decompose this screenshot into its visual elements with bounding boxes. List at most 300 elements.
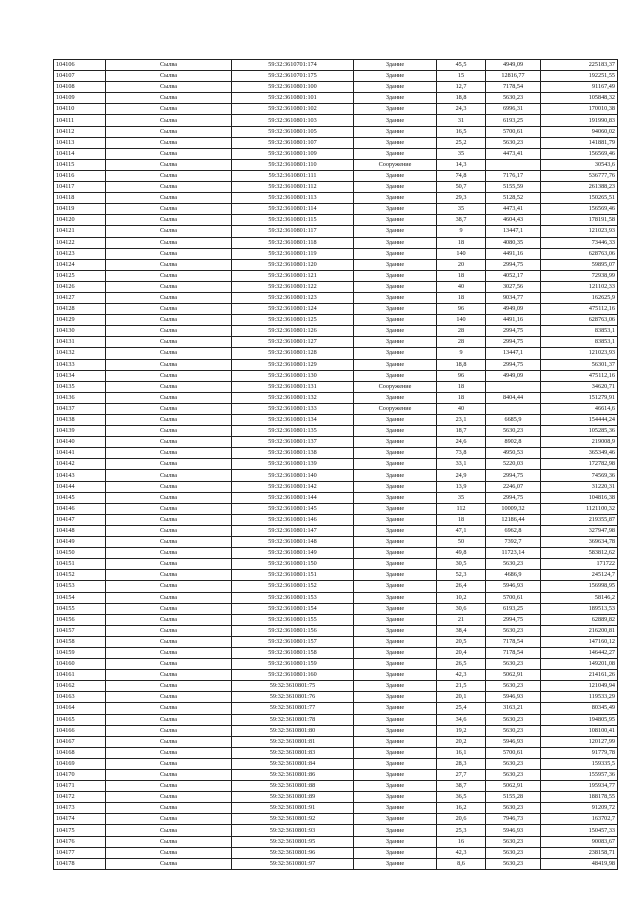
object-type-cell: Здание — [354, 714, 437, 725]
cadastral-value-cell: 156569,46 — [541, 148, 618, 159]
unit-cost-cell: 5630,23 — [486, 137, 541, 148]
row-number-cell: 104178 — [54, 858, 106, 869]
cadastral-value-cell: 121049,94 — [541, 681, 618, 692]
row-number-cell: 104166 — [54, 725, 106, 736]
cadastral-number-cell: 59:32:3610801:102 — [232, 104, 354, 115]
row-number-cell: 104155 — [54, 603, 106, 614]
row-number-cell: 104125 — [54, 270, 106, 281]
cadastral-number-cell: 59:32:3610801:125 — [232, 315, 354, 326]
cadastral-number-cell: 59:32:3610801:142 — [232, 481, 354, 492]
cadastral-number-cell: 59:32:3610801:135 — [232, 426, 354, 437]
cadastral-value-cell: 327947,98 — [541, 525, 618, 536]
cadastral-value-cell: 170010,38 — [541, 104, 618, 115]
table-row — [54, 636, 618, 647]
object-type-cell: Здание — [354, 71, 437, 82]
area-cell: 96 — [437, 304, 486, 315]
row-number-cell: 104170 — [54, 770, 106, 781]
row-number-cell: 104127 — [54, 292, 106, 303]
settlement-cell: Сылва — [106, 681, 232, 692]
cadastral-number-cell: 59:32:3610801:144 — [232, 492, 354, 503]
settlement-cell: Сылва — [106, 803, 232, 814]
cadastral-value-cell: 62889,82 — [541, 614, 618, 625]
row-number-cell: 104117 — [54, 182, 106, 193]
table-row — [54, 758, 618, 769]
settlement-cell: Сылва — [106, 148, 232, 159]
unit-cost-cell: 2994,75 — [486, 492, 541, 503]
cadastral-number-cell: 59:32:3610801:114 — [232, 204, 354, 215]
settlement-cell: Сылва — [106, 525, 232, 536]
cadastral-number-cell: 59:32:3610801:145 — [232, 503, 354, 514]
unit-cost-cell: 5630,23 — [486, 770, 541, 781]
cadastral-value-cell: 219008,9 — [541, 437, 618, 448]
table-row — [54, 836, 618, 847]
area-cell: 36,5 — [437, 792, 486, 803]
object-type-cell: Здание — [354, 359, 437, 370]
table-row — [54, 847, 618, 858]
cadastral-number-cell: 59:32:3610801:107 — [232, 137, 354, 148]
area-cell: 38,7 — [437, 781, 486, 792]
object-type-cell: Здание — [354, 60, 437, 71]
table-row — [54, 170, 618, 181]
object-type-cell: Здание — [354, 747, 437, 758]
settlement-cell: Сылва — [106, 703, 232, 714]
row-number-cell: 104163 — [54, 692, 106, 703]
unit-cost-cell: 6996,31 — [486, 104, 541, 115]
object-type-cell: Здание — [354, 82, 437, 93]
cadastral-value-cell: 146442,27 — [541, 647, 618, 658]
table-row — [54, 670, 618, 681]
settlement-cell: Сылва — [106, 137, 232, 148]
settlement-cell: Сылва — [106, 670, 232, 681]
row-number-cell: 104142 — [54, 459, 106, 470]
row-number-cell: 104168 — [54, 747, 106, 758]
object-type-cell: Здание — [354, 503, 437, 514]
area-cell: 40 — [437, 403, 486, 414]
cadastral-number-cell: 59:32:3610801:146 — [232, 514, 354, 525]
area-cell: 16,2 — [437, 803, 486, 814]
object-type-cell: Здание — [354, 392, 437, 403]
table-row — [54, 548, 618, 559]
row-number-cell: 104123 — [54, 248, 106, 259]
settlement-cell: Сылва — [106, 359, 232, 370]
cadastral-number-cell: 59:32:3610801:131 — [232, 381, 354, 392]
cadastral-value-cell: 59895,07 — [541, 259, 618, 270]
cadastral-number-cell: 59:32:3610801:159 — [232, 659, 354, 670]
area-cell: 28,3 — [437, 758, 486, 769]
area-cell: 20,1 — [437, 692, 486, 703]
unit-cost-cell: 4491,16 — [486, 248, 541, 259]
cadastral-value-cell: 91209,72 — [541, 803, 618, 814]
row-number-cell: 104141 — [54, 448, 106, 459]
cadastral-value-cell: 90083,67 — [541, 836, 618, 847]
cadastral-value-cell: 189513,53 — [541, 603, 618, 614]
object-type-cell: Здание — [354, 758, 437, 769]
area-cell: 96 — [437, 370, 486, 381]
table-row — [54, 148, 618, 159]
object-type-cell: Здание — [354, 193, 437, 204]
cadastral-value-cell: 74569,36 — [541, 470, 618, 481]
row-number-cell: 104111 — [54, 115, 106, 126]
area-cell: 18,8 — [437, 359, 486, 370]
unit-cost-cell: 2994,75 — [486, 326, 541, 337]
area-cell: 20,2 — [437, 736, 486, 747]
area-cell: 21 — [437, 614, 486, 625]
area-cell: 16 — [437, 836, 486, 847]
table-row — [54, 714, 618, 725]
settlement-cell: Сылва — [106, 636, 232, 647]
cadastral-value-cell: 121023,93 — [541, 226, 618, 237]
unit-cost-cell: 5630,23 — [486, 714, 541, 725]
area-cell: 18 — [437, 270, 486, 281]
settlement-cell: Сылва — [106, 459, 232, 470]
cadastral-value-cell: 151279,91 — [541, 392, 618, 403]
unit-cost-cell: 2994,75 — [486, 470, 541, 481]
row-number-cell: 104115 — [54, 159, 106, 170]
unit-cost-cell: 6193,25 — [486, 603, 541, 614]
object-type-cell: Здание — [354, 126, 437, 137]
cadastral-value-cell: 105848,32 — [541, 93, 618, 104]
unit-cost-cell: 6962,8 — [486, 525, 541, 536]
object-type-cell: Здание — [354, 459, 437, 470]
unit-cost-cell: 7178,54 — [486, 636, 541, 647]
cadastral-number-cell: 59:32:3610701:174 — [232, 60, 354, 71]
unit-cost-cell: 4950,53 — [486, 448, 541, 459]
settlement-cell: Сылва — [106, 381, 232, 392]
property-table — [53, 59, 618, 870]
table-row — [54, 725, 618, 736]
cadastral-value-cell: 105285,36 — [541, 426, 618, 437]
unit-cost-cell: 7178,54 — [486, 647, 541, 658]
row-number-cell: 104165 — [54, 714, 106, 725]
cadastral-value-cell: 163702,7 — [541, 814, 618, 825]
settlement-cell: Сылва — [106, 614, 232, 625]
row-number-cell: 104107 — [54, 71, 106, 82]
settlement-cell: Сылва — [106, 326, 232, 337]
cadastral-value-cell: 225183,37 — [541, 60, 618, 71]
settlement-cell: Сылва — [106, 204, 232, 215]
table-row — [54, 448, 618, 459]
object-type-cell: Здание — [354, 614, 437, 625]
unit-cost-cell: 2994,75 — [486, 614, 541, 625]
row-number-cell: 104139 — [54, 426, 106, 437]
table-row — [54, 470, 618, 481]
cadastral-number-cell: 59:32:3610801:83 — [232, 747, 354, 758]
unit-cost-cell: 2246,07 — [486, 481, 541, 492]
cadastral-number-cell: 59:32:3610801:134 — [232, 415, 354, 426]
table-row — [54, 747, 618, 758]
area-cell: 20 — [437, 259, 486, 270]
object-type-cell: Здание — [354, 348, 437, 359]
table-row — [54, 770, 618, 781]
cadastral-number-cell: 59:32:3610801:126 — [232, 326, 354, 337]
cadastral-value-cell: 94060,02 — [541, 126, 618, 137]
cadastral-number-cell: 59:32:3610701:175 — [232, 71, 354, 82]
settlement-cell: Сылва — [106, 237, 232, 248]
unit-cost-cell: 5630,23 — [486, 836, 541, 847]
cadastral-value-cell: 150265,51 — [541, 193, 618, 204]
table-row — [54, 182, 618, 193]
row-number-cell: 104144 — [54, 481, 106, 492]
area-cell: 24,3 — [437, 104, 486, 115]
object-type-cell: Здание — [354, 437, 437, 448]
unit-cost-cell: 5630,23 — [486, 681, 541, 692]
property-table-body — [54, 60, 618, 870]
cadastral-number-cell: 59:32:3610801:119 — [232, 248, 354, 259]
table-row — [54, 559, 618, 570]
row-number-cell: 104135 — [54, 381, 106, 392]
unit-cost-cell: 5630,23 — [486, 858, 541, 869]
object-type-cell: Сооружение — [354, 381, 437, 392]
area-cell: 49,8 — [437, 548, 486, 559]
unit-cost-cell: 5630,23 — [486, 426, 541, 437]
cadastral-number-cell: 59:32:3610801:151 — [232, 570, 354, 581]
table-row — [54, 803, 618, 814]
object-type-cell: Здание — [354, 104, 437, 115]
cadastral-number-cell: 59:32:3610801:88 — [232, 781, 354, 792]
unit-cost-cell — [486, 403, 541, 414]
area-cell: 140 — [437, 315, 486, 326]
cadastral-value-cell: 83853,1 — [541, 337, 618, 348]
area-cell: 16,1 — [437, 747, 486, 758]
area-cell: 45,5 — [437, 60, 486, 71]
object-type-cell: Здание — [354, 681, 437, 692]
row-number-cell: 104164 — [54, 703, 106, 714]
area-cell: 9 — [437, 348, 486, 359]
table-row — [54, 437, 618, 448]
cadastral-number-cell: 59:32:3610801:76 — [232, 692, 354, 703]
cadastral-value-cell: 162625,9 — [541, 292, 618, 303]
row-number-cell: 104152 — [54, 570, 106, 581]
row-number-cell: 104137 — [54, 403, 106, 414]
cadastral-value-cell: 72938,99 — [541, 270, 618, 281]
settlement-cell: Сылва — [106, 281, 232, 292]
row-number-cell: 104158 — [54, 636, 106, 647]
table-row — [54, 215, 618, 226]
area-cell: 19,2 — [437, 725, 486, 736]
object-type-cell: Здание — [354, 170, 437, 181]
unit-cost-cell: 2994,75 — [486, 359, 541, 370]
cadastral-value-cell: 156998,95 — [541, 581, 618, 592]
cadastral-number-cell: 59:32:3610801:77 — [232, 703, 354, 714]
object-type-cell: Здание — [354, 492, 437, 503]
table-row — [54, 681, 618, 692]
row-number-cell: 104175 — [54, 825, 106, 836]
settlement-cell: Сылва — [106, 725, 232, 736]
area-cell: 38,7 — [437, 215, 486, 226]
cadastral-number-cell: 59:32:3610801:118 — [232, 237, 354, 248]
row-number-cell: 104113 — [54, 137, 106, 148]
settlement-cell: Сылва — [106, 82, 232, 93]
unit-cost-cell: 4604,43 — [486, 215, 541, 226]
area-cell: 15 — [437, 71, 486, 82]
settlement-cell: Сылва — [106, 315, 232, 326]
area-cell: 74,8 — [437, 170, 486, 181]
settlement-cell: Сылва — [106, 193, 232, 204]
cadastral-number-cell: 59:32:3610801:122 — [232, 281, 354, 292]
object-type-cell: Сооружение — [354, 159, 437, 170]
area-cell: 35 — [437, 204, 486, 215]
table-row — [54, 459, 618, 470]
cadastral-number-cell: 59:32:3610801:150 — [232, 559, 354, 570]
cadastral-value-cell: 154444,24 — [541, 415, 618, 426]
area-cell: 50 — [437, 537, 486, 548]
unit-cost-cell: 5700,61 — [486, 592, 541, 603]
object-type-cell: Здание — [354, 215, 437, 226]
row-number-cell: 104149 — [54, 537, 106, 548]
unit-cost-cell: 7176,17 — [486, 170, 541, 181]
cadastral-number-cell: 59:32:3610801:155 — [232, 614, 354, 625]
cadastral-number-cell: 59:32:3610801:156 — [232, 625, 354, 636]
cadastral-number-cell: 59:32:3610801:154 — [232, 603, 354, 614]
settlement-cell: Сылва — [106, 548, 232, 559]
object-type-cell: Здание — [354, 781, 437, 792]
settlement-cell: Сылва — [106, 847, 232, 858]
cadastral-value-cell: 583812,62 — [541, 548, 618, 559]
cadastral-number-cell: 59:32:3610801:96 — [232, 847, 354, 858]
row-number-cell: 104129 — [54, 315, 106, 326]
object-type-cell: Здание — [354, 481, 437, 492]
settlement-cell: Сылва — [106, 503, 232, 514]
object-type-cell: Здание — [354, 525, 437, 536]
unit-cost-cell: 7946,73 — [486, 814, 541, 825]
area-cell: 18 — [437, 237, 486, 248]
cadastral-value-cell: 178191,58 — [541, 215, 618, 226]
table-row — [54, 392, 618, 403]
settlement-cell: Сылва — [106, 270, 232, 281]
area-cell: 24,9 — [437, 470, 486, 481]
row-number-cell: 104136 — [54, 392, 106, 403]
object-type-cell: Здание — [354, 470, 437, 481]
area-cell: 10,2 — [437, 592, 486, 603]
object-type-cell: Здание — [354, 137, 437, 148]
row-number-cell: 104140 — [54, 437, 106, 448]
unit-cost-cell: 8902,8 — [486, 437, 541, 448]
unit-cost-cell: 11723,14 — [486, 548, 541, 559]
row-number-cell: 104159 — [54, 647, 106, 658]
cadastral-value-cell: 191990,83 — [541, 115, 618, 126]
area-cell: 23,1 — [437, 415, 486, 426]
cadastral-number-cell: 59:32:3610801:157 — [232, 636, 354, 647]
area-cell: 24,6 — [437, 437, 486, 448]
table-row — [54, 104, 618, 115]
area-cell: 31 — [437, 115, 486, 126]
cadastral-value-cell: 261388,23 — [541, 182, 618, 193]
row-number-cell: 104176 — [54, 836, 106, 847]
area-cell: 8,6 — [437, 858, 486, 869]
unit-cost-cell: 4686,9 — [486, 570, 541, 581]
unit-cost-cell: 5630,23 — [486, 725, 541, 736]
cadastral-number-cell: 59:32:3610801:138 — [232, 448, 354, 459]
row-number-cell: 104160 — [54, 659, 106, 670]
row-number-cell: 104106 — [54, 60, 106, 71]
cadastral-number-cell: 59:32:3610801:91 — [232, 803, 354, 814]
object-type-cell: Здание — [354, 292, 437, 303]
cadastral-number-cell: 59:32:3610801:75 — [232, 681, 354, 692]
object-type-cell: Здание — [354, 736, 437, 747]
row-number-cell: 104167 — [54, 736, 106, 747]
table-row — [54, 492, 618, 503]
row-number-cell: 104109 — [54, 93, 106, 104]
area-cell: 21,5 — [437, 681, 486, 692]
cadastral-value-cell: 48419,98 — [541, 858, 618, 869]
area-cell: 47,1 — [437, 525, 486, 536]
unit-cost-cell: 5630,23 — [486, 559, 541, 570]
row-number-cell: 104173 — [54, 803, 106, 814]
unit-cost-cell: 3163,21 — [486, 703, 541, 714]
row-number-cell: 104177 — [54, 847, 106, 858]
table-row — [54, 281, 618, 292]
area-cell: 30,6 — [437, 603, 486, 614]
area-cell: 20,5 — [437, 636, 486, 647]
unit-cost-cell: 4052,17 — [486, 270, 541, 281]
unit-cost-cell: 5630,23 — [486, 659, 541, 670]
cadastral-number-cell: 59:32:3610801:148 — [232, 537, 354, 548]
settlement-cell: Сылва — [106, 714, 232, 725]
cadastral-value-cell: 150457,33 — [541, 825, 618, 836]
table-row — [54, 514, 618, 525]
row-number-cell: 104154 — [54, 592, 106, 603]
cadastral-value-cell: 30543,6 — [541, 159, 618, 170]
area-cell: 28 — [437, 326, 486, 337]
cadastral-value-cell: 219355,87 — [541, 514, 618, 525]
object-type-cell: Здание — [354, 337, 437, 348]
settlement-cell: Сылва — [106, 659, 232, 670]
settlement-cell: Сылва — [106, 226, 232, 237]
area-cell: 34,6 — [437, 714, 486, 725]
table-row — [54, 614, 618, 625]
table-row — [54, 326, 618, 337]
cadastral-number-cell: 59:32:3610801:81 — [232, 736, 354, 747]
cadastral-value-cell: 34620,71 — [541, 381, 618, 392]
unit-cost-cell: 3027,56 — [486, 281, 541, 292]
area-cell: 18,8 — [437, 93, 486, 104]
cadastral-number-cell: 59:32:3610801:127 — [232, 337, 354, 348]
unit-cost-cell: 5220,03 — [486, 459, 541, 470]
cadastral-number-cell: 59:32:3610801:97 — [232, 858, 354, 869]
unit-cost-cell: 5630,23 — [486, 803, 541, 814]
settlement-cell: Сылва — [106, 292, 232, 303]
row-number-cell: 104148 — [54, 525, 106, 536]
cadastral-value-cell: 536777,76 — [541, 170, 618, 181]
area-cell: 112 — [437, 503, 486, 514]
unit-cost-cell: 5630,23 — [486, 93, 541, 104]
object-type-cell: Здание — [354, 770, 437, 781]
settlement-cell: Сылва — [106, 348, 232, 359]
object-type-cell: Здание — [354, 281, 437, 292]
unit-cost-cell: 9034,77 — [486, 292, 541, 303]
cadastral-number-cell: 59:32:3610801:117 — [232, 226, 354, 237]
cadastral-number-cell: 59:32:3610801:101 — [232, 93, 354, 104]
settlement-cell: Сылва — [106, 337, 232, 348]
object-type-cell: Здание — [354, 625, 437, 636]
area-cell: 26,4 — [437, 581, 486, 592]
object-type-cell: Здание — [354, 581, 437, 592]
cadastral-value-cell: 172782,98 — [541, 459, 618, 470]
object-type-cell: Здание — [354, 226, 437, 237]
unit-cost-cell: 7392,7 — [486, 537, 541, 548]
object-type-cell: Здание — [354, 592, 437, 603]
row-number-cell: 104110 — [54, 104, 106, 115]
settlement-cell: Сылва — [106, 170, 232, 181]
cadastral-value-cell: 121102,33 — [541, 281, 618, 292]
settlement-cell: Сылва — [106, 781, 232, 792]
settlement-cell: Сылва — [106, 481, 232, 492]
table-row — [54, 126, 618, 137]
row-number-cell: 104116 — [54, 170, 106, 181]
table-row — [54, 659, 618, 670]
object-type-cell: Здание — [354, 548, 437, 559]
cadastral-number-cell: 59:32:3610801:133 — [232, 403, 354, 414]
